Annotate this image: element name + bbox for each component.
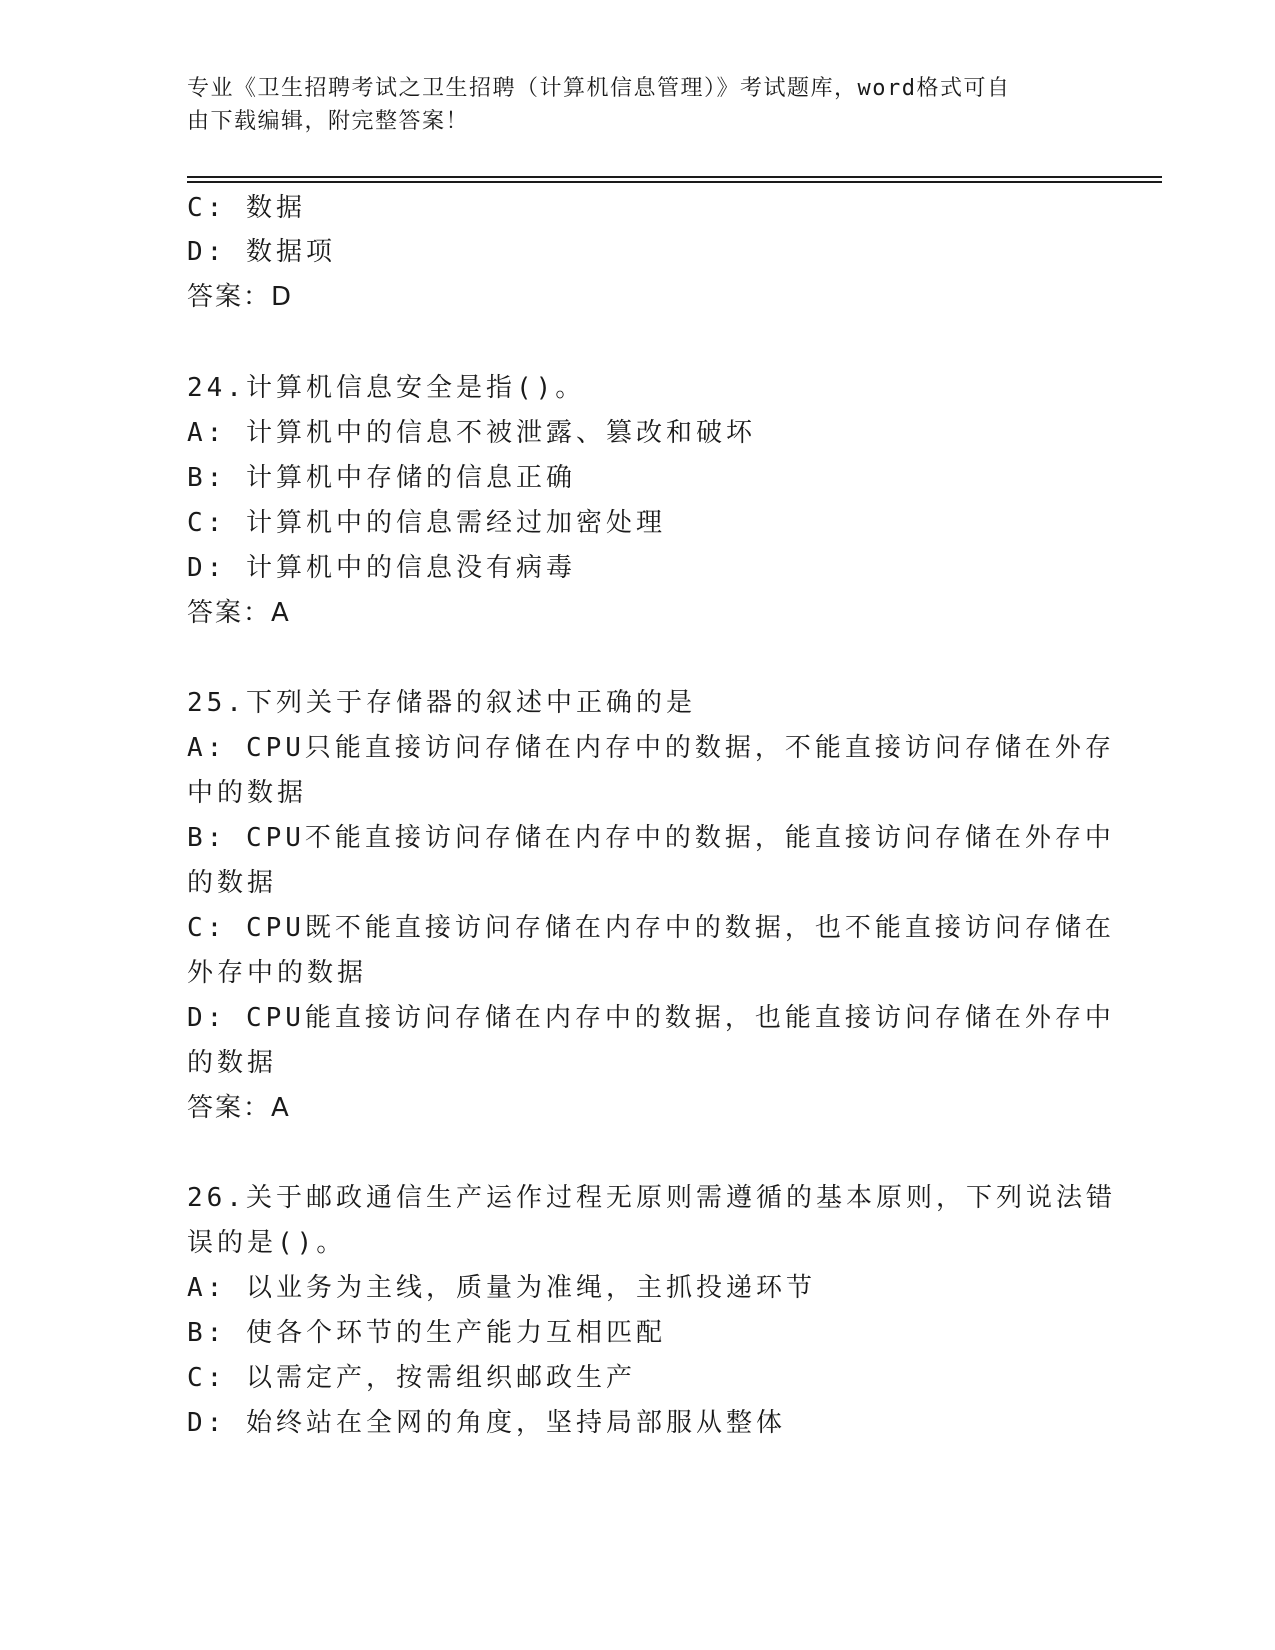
header-divider-top <box>187 176 1162 178</box>
q24-option-b: B: 计算机中存储的信息正确 <box>187 463 576 493</box>
q25-answer: 答案：A <box>187 1093 291 1123</box>
q26-option-c: C: 以需定产，按需组织邮政生产 <box>187 1363 636 1393</box>
q25-option-c-line-2: 外存中的数据 <box>187 958 368 988</box>
q24-option-d: D: 计算机中的信息没有病毒 <box>187 553 576 583</box>
q24-stem: 24.计算机信息安全是指()。 <box>187 373 586 403</box>
q25-stem: 25.下列关于存储器的叙述中正确的是 <box>187 688 696 718</box>
q25-option-a-line-1: A: CPU只能直接访问存储在内存中的数据，不能直接访问存储在外存 <box>187 733 1115 763</box>
q26-option-d: D: 始终站在全网的角度，坚持局部服从整体 <box>187 1408 786 1438</box>
prev-option-c: C: 数据 <box>187 193 306 223</box>
q25-option-d-line-2: 的数据 <box>187 1048 278 1078</box>
document-header <box>187 72 1077 138</box>
prev-option-d: D: 数据项 <box>187 237 336 267</box>
q25-option-b-line-2: 的数据 <box>187 868 278 898</box>
q25-option-b-line-1: B: CPU不能直接访问存储在内存中的数据，能直接访问存储在外存中 <box>187 823 1115 853</box>
q25-option-c-line-1: C: CPU既不能直接访问存储在内存中的数据，也不能直接访问存储在 <box>187 913 1115 943</box>
q26-stem-line-2: 误的是()。 <box>187 1228 347 1258</box>
q26-stem-line-1: 26.关于邮政通信生产运作过程无原则需遵循的基本原则，下列说法错 <box>187 1183 1116 1213</box>
header-divider-bottom <box>187 181 1162 183</box>
q25-option-d-line-1: D: CPU能直接访问存储在内存中的数据，也能直接访问存储在外存中 <box>187 1003 1115 1033</box>
header-line-2: 由下载编辑，附完整答案！ <box>187 109 470 134</box>
q25-option-a-line-2: 中的数据 <box>187 778 308 808</box>
q24-answer: 答案：A <box>187 598 291 628</box>
header-line-1: 专业《卫生招聘考试之卫生招聘（计算机信息管理）》考试题库，word格式可自 <box>187 76 1011 101</box>
q26-option-b: B: 使各个环节的生产能力互相匹配 <box>187 1318 666 1348</box>
q24-option-c: C: 计算机中的信息需经过加密处理 <box>187 508 666 538</box>
q24-option-a: A: 计算机中的信息不被泄露、篡改和破坏 <box>187 418 756 448</box>
prev-answer: 答案：D <box>187 282 294 312</box>
q26-option-a: A: 以业务为主线，质量为准绳，主抓投递环节 <box>187 1273 816 1303</box>
